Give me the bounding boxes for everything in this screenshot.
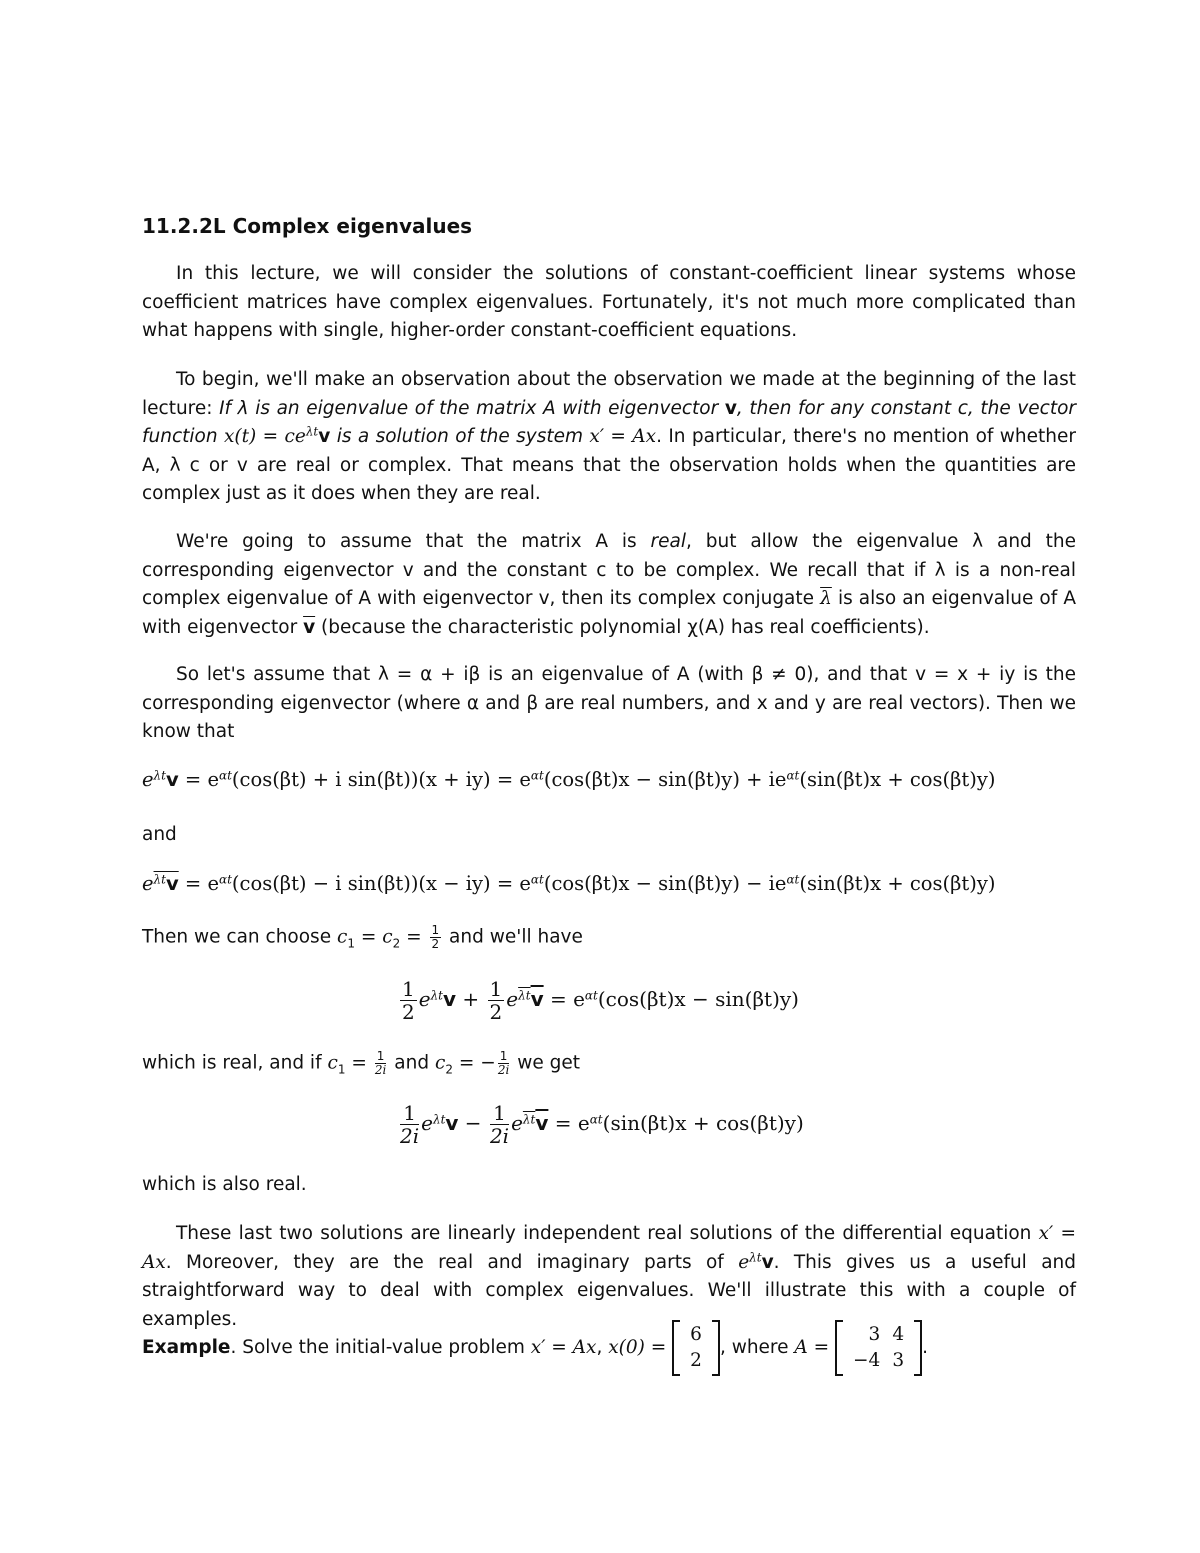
- fraction-one-half: $\frac{1}{2}$: [431, 923, 440, 952]
- equation-eigen-expansion: $e^{\lambda t}v = e^{\alpha t}(\cos(\beta t) + i$ $\sin(\beta t))(x + iy) = e^{\alpha t}(\cos(\beta t)x - \sin(\beta t)y) + ie^{\alpha t}(\sin(\beta t)x + \cos(\beta t)y)$: [142, 768, 996, 791]
- equation-real-solution: $\frac{1}{2}$ $e^{\lambda t}v$ + $\frac{1}{2}$ $e^{\overline{\lambda t}}\overline{v} = e^{\alpha t}(\cos(\beta t)x - \sin(\beta t)y)$: [402, 977, 799, 1024]
- example-statement: Example. Solve the initial-value problem x′ = Ax, x(0) = 6 2 , where A = 3 4 −4 3 .: [142, 1320, 928, 1376]
- initial-vector-matrix: 6 2: [672, 1320, 720, 1376]
- also-real-line: which is also real.: [142, 1174, 307, 1195]
- paragraph-observation: To begin, we'll make an observation about the observation we made at the beginning of the last lecture: If λ is an eigenvalue of the matrix A with eigenvector v, then for any constant c, the vector function $x(t) = ce^{\lambda t}v$ is a solution of the system x′ = Ax. In particular, there's no mention of whether A, λ c or v are real or complex. That means that the observation holds when the quantities are complex just as it does when they are real.: [142, 369, 1077, 504]
- and-label: and: [142, 824, 177, 845]
- paragraph-assumption: So let's assume that λ = α + iβ is an eigenvalue of A (with β ≠ 0), and that v = x + iy is the corresponding eigenvector (where α and β are real numbers, and x and y are real vectors). Then we know that: [142, 664, 1076, 742]
- paragraph-real-matrix: We're going to assume that the matrix A is real, but allow the eigenvalue λ and the corresponding eigenvector v and the constant c to be complex. We recall that if λ is a non-real complex eigenvalue of A with eigenvector v, then its complex conjugate $\overline{\lambda}$ is also an eigenvalue of A with eigenvector $\overline{v}$ (because the characteristic polynomial χ(A) has real coefficients).: [142, 531, 1077, 638]
- paragraph-independent-solutions: These last two solutions are linearly independent real solutions of the differential equation x′ = Ax. Moreover, they are the real and imaginary parts of $e^{\lambda t}v$. This gives us a useful and straightforward way to deal with complex eigenvalues. We'll illustrate this with a couple of examples.: [142, 1223, 1076, 1330]
- italic-statement: If λ is an eigenvalue of the matrix A with eigenvector v, then for any constant c, the vector function $x(t) = ce^{\lambda t}v$ is a solution of the system x′ = Ax: [142, 397, 1076, 447]
- equation-conjugate-expansion: $e^{\overline{\lambda t}}\overline{v} = e^{\alpha t}(\cos(\beta t) - i$ $\sin(\beta t))(x - iy) = e^{\alpha t}(\cos(\beta t)x - \sin(\beta t)y) - ie^{\alpha t}(\sin(\beta t)x + \cos(\beta t)y)$: [142, 872, 996, 895]
- section-heading: 11.2.2L Complex eigenvalues: [142, 214, 473, 238]
- equation-imaginary-solution: $\frac{1}{2i}$ $e^{\lambda t}v$ − $\frac{1}{2i}$ $e^{\overline{\lambda t}}\overline{v} = e^{\alpha t}(\sin(\beta t)x + \cos(\beta t)y)$: [400, 1101, 804, 1148]
- real-and-imaginary-choice-line: which is real, and if $c_1$ = $\frac{1}{2i}$ and $c_2$ = − $\frac{1}{2i}$ we get: [142, 1049, 581, 1078]
- choose-constants-line: Then we can choose $c_1 = c_2$ = $\frac{1}{2}$ and we'll have: [142, 923, 583, 952]
- coefficient-matrix: 3 4 −4 3: [835, 1320, 922, 1376]
- paragraph-intro: In this lecture, we will consider the solutions of constant-coefficient linear systems whose coefficient matrices have complex eigenvalues. Fortunately, it's not much more complicated than what happens with single, higher-order constant-coefficient equations.: [142, 263, 1076, 341]
